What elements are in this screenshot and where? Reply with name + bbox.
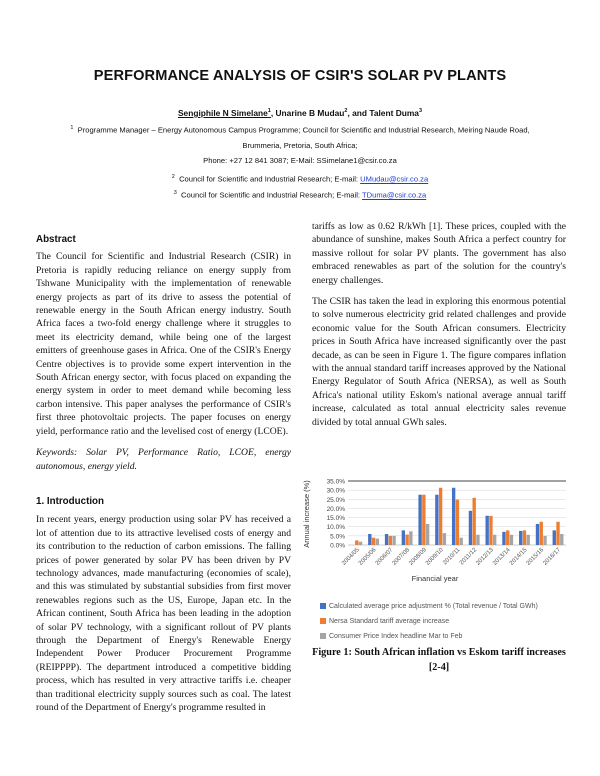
bar-calculated <box>502 532 505 545</box>
bar-nersa <box>523 530 526 545</box>
bar-cpi <box>476 535 479 545</box>
legend-label: Calculated average price adjustment % (Total revenue / Total GWh) <box>329 603 538 610</box>
y-tick-label: 25.0% <box>326 496 345 504</box>
bar-nersa <box>389 536 392 545</box>
bar-cpi <box>543 536 546 545</box>
bar-calculated <box>452 488 455 545</box>
affiliation-1 <box>60 121 540 154</box>
bar-nersa <box>489 516 492 545</box>
bar-nersa <box>556 522 559 545</box>
bar-calculated <box>402 530 405 545</box>
abstract-heading: Abstract <box>36 234 76 245</box>
bar-nersa <box>506 530 509 545</box>
x-tick-label: 2007/08 <box>391 547 412 567</box>
author-1-sup: 1 <box>267 108 271 115</box>
bar-calculated <box>486 516 489 545</box>
legend-label: Nersa Standard tariff average increase <box>329 618 450 625</box>
abstract-text: The Council for Scientific and Industrial Research (CSIR) in Pretoria is rapidly reducing reliance on energy supply from Tshwane Municipality with the implementation of renewable energy projects as part of its drive to assess the potential of renewable energy in the South African energy industry. South Africa faces a two-fold energy challenge where it struggles to meet its electricity demand, while being one of the largest emitters of greenhouse gases in Africa. One of the CSIR's Energy Centre objectives is to provide some expert intervention in the South African energy sector, with focus placed on expanding the energy system in order to meet demand while becoming less carbon intensive. This paper analyses the performance of CSIR's first three photovoltaic projects. The paper focuses on energy yield, performance ratio and the levelised cost of energy (LCOE). <box>36 251 291 437</box>
x-tick-label: 2012/13 <box>475 547 495 567</box>
author-3-name: , and Talent Duma <box>347 108 419 118</box>
y-tick-label: 30.0% <box>326 487 345 495</box>
bar-calculated <box>519 531 522 545</box>
bar-nersa <box>355 540 358 545</box>
bar-cpi <box>359 542 362 545</box>
chart-legend <box>320 599 538 644</box>
aff1-sup: 1 <box>70 125 74 131</box>
bar-cpi <box>527 535 530 545</box>
bar-nersa <box>472 498 475 545</box>
chart-y-label: Annual increase (%) <box>302 480 311 548</box>
author-2-sup: 2 <box>344 108 348 115</box>
bar-cpi <box>392 536 395 545</box>
bar-nersa <box>439 488 442 545</box>
x-tick-label: 2014/15 <box>508 547 529 567</box>
x-tick-label: 2015/16 <box>525 547 546 567</box>
bar-calculated <box>368 534 371 545</box>
email-link-duma[interactable]: TDuma@csir.co.za <box>361 190 427 200</box>
author-1 <box>178 108 271 118</box>
y-tick-label: 20.0% <box>326 505 345 513</box>
chart-x-label: Financial year <box>411 574 459 583</box>
bar-nersa <box>540 522 543 545</box>
y-tick-label: 0.0% <box>330 542 345 550</box>
right-paragraph-2: The CSIR has taken the lead in exploring this enormous potential to solve numerous electricity grid related challenges and provide economic value for the South African consumers. Electricity prices in South Africa have increased significantly over the past decade, as can be seen in Figure 1. The figure compares inflation with the annual standard tariff increases approved by the National Energy Regulator of South Africa (NERSA), as well as South Africa's national utility Eskom's national average annual tariff increase, calculated as total annual electricity sales revenue divided by total annual GWh sales. <box>312 296 566 428</box>
bar-nersa <box>456 500 459 545</box>
bar-calculated <box>385 534 388 545</box>
x-tick-label: 2016/17 <box>542 547 563 567</box>
author-list <box>0 108 600 118</box>
bar-cpi <box>443 533 446 545</box>
bar-calculated <box>469 511 472 545</box>
caption-line-2: [2-4] <box>428 662 450 673</box>
x-tick-label: 2010/11 <box>442 547 462 567</box>
bar-cpi <box>376 539 379 545</box>
legend-swatch-gray <box>320 633 326 639</box>
x-tick-label: 2006/07 <box>374 547 395 567</box>
y-tick-label: 15.0% <box>326 515 345 523</box>
bar-cpi <box>426 524 429 545</box>
left-column <box>36 233 291 714</box>
legend-item-nersa <box>320 614 538 629</box>
x-tick-label: 2008/09 <box>408 547 428 567</box>
x-tick-label: 2004/05 <box>341 547 361 567</box>
bar-cpi <box>560 534 563 545</box>
bar-nersa <box>372 538 375 545</box>
legend-swatch-orange <box>320 618 326 624</box>
legend-label: Consumer Price Index headline Mar to Feb <box>329 633 463 640</box>
aff2-text: Council for Scientific and Industrial Research; E-mail: <box>179 174 361 184</box>
legend-item-cpi <box>320 629 538 644</box>
affiliation-3 <box>60 186 540 203</box>
right-column <box>312 220 566 429</box>
aff3-sup: 3 <box>173 190 177 196</box>
x-tick-label: 2005/06 <box>357 547 378 567</box>
bar-cpi <box>510 535 513 545</box>
y-tick-label: 10.0% <box>326 524 345 532</box>
legend-item-calculated <box>320 599 538 614</box>
x-tick-label: 2013/14 <box>492 547 512 567</box>
author-1-name: Sengiphile N Simelane <box>177 108 268 118</box>
bar-calculated <box>536 524 539 545</box>
x-tick-label: 2009/10 <box>425 547 445 567</box>
email-link-mudau[interactable]: UMudau@csir.co.za <box>360 174 429 184</box>
aff3-text: Council for Scientific and Industrial Research; E-mail: <box>181 190 362 200</box>
y-tick-label: 35.0% <box>326 478 345 486</box>
bar-cpi <box>409 531 412 545</box>
affiliation-2 <box>60 170 540 187</box>
keywords: Keywords: Solar PV, Performance Ratio, LCOE, energy autonomous, energy yield. <box>36 447 291 472</box>
bar-cpi <box>493 535 496 545</box>
author-2-name: , Unarine B Mudau <box>270 108 345 118</box>
legend-swatch-blue <box>320 603 326 609</box>
aff1-text: Programme Manager – Energy Autonomous Campus Programme; Council for Scientific and Industrial Research, Meiring Naude Road, Brummeria, Pretoria, South Africa; <box>77 125 530 151</box>
intro-heading: 1. Introduction <box>36 495 105 507</box>
aff2-sup: 2 <box>171 174 175 180</box>
bar-nersa <box>422 495 425 545</box>
y-tick-label: 5.0% <box>330 533 345 541</box>
affiliation-phone: Phone: +27 12 841 3087; E-Mail: SSimelane1@csir.co.za <box>203 156 397 165</box>
caption-line-1: Figure 1: South African inflation vs Eskom tariff increases <box>312 647 566 658</box>
author-3-sup: 3 <box>418 108 423 115</box>
figure-caption <box>312 645 566 675</box>
bar-calculated <box>418 495 421 545</box>
intro-text: In recent years, energy production using solar PV has received a lot of attention due to its attractive levelised costs of energy and its contribution to the reduction of carbon emissions. The falling prices of power generated by solar PV has been driven by PV technology advances, made manufacturing (economies of scale), and this was stimulated by substantial subsidies from first mover renewables regions such as the US, Europe, Japan etc. In the African continent, South Africa has been leading in the adoption of solar PV technology, with a significant rollout of PV plants through the Department of Energy's Renewable Energy Independent Power Producer Procurement Programme (REIPPPP). The department introduced a competitive bidding process, which has resulted in very attractive tariffs i.e. cheaper than traditional electricity supply sources such as coal. The latest round of the Department of Energy's programme resulted in <box>36 514 291 713</box>
paper-title: PERFORMANCE ANALYSIS OF CSIR'S SOLAR PV PLANTS <box>93 68 507 84</box>
bar-calculated <box>553 530 556 545</box>
bar-calculated <box>435 495 438 545</box>
bar-cpi <box>459 538 462 545</box>
x-tick-label: 2011/12 <box>458 547 479 567</box>
bar-nersa <box>405 535 408 545</box>
right-paragraph-1: tariffs as low as 0.62 R/kWh [1]. These prices, coupled with the abundance of sunshine, makes South Africa a perfect country for massive rollout for solar PV plants. The government has also embraced renewables as part of the solution for the country's energy challenges. <box>312 221 566 286</box>
